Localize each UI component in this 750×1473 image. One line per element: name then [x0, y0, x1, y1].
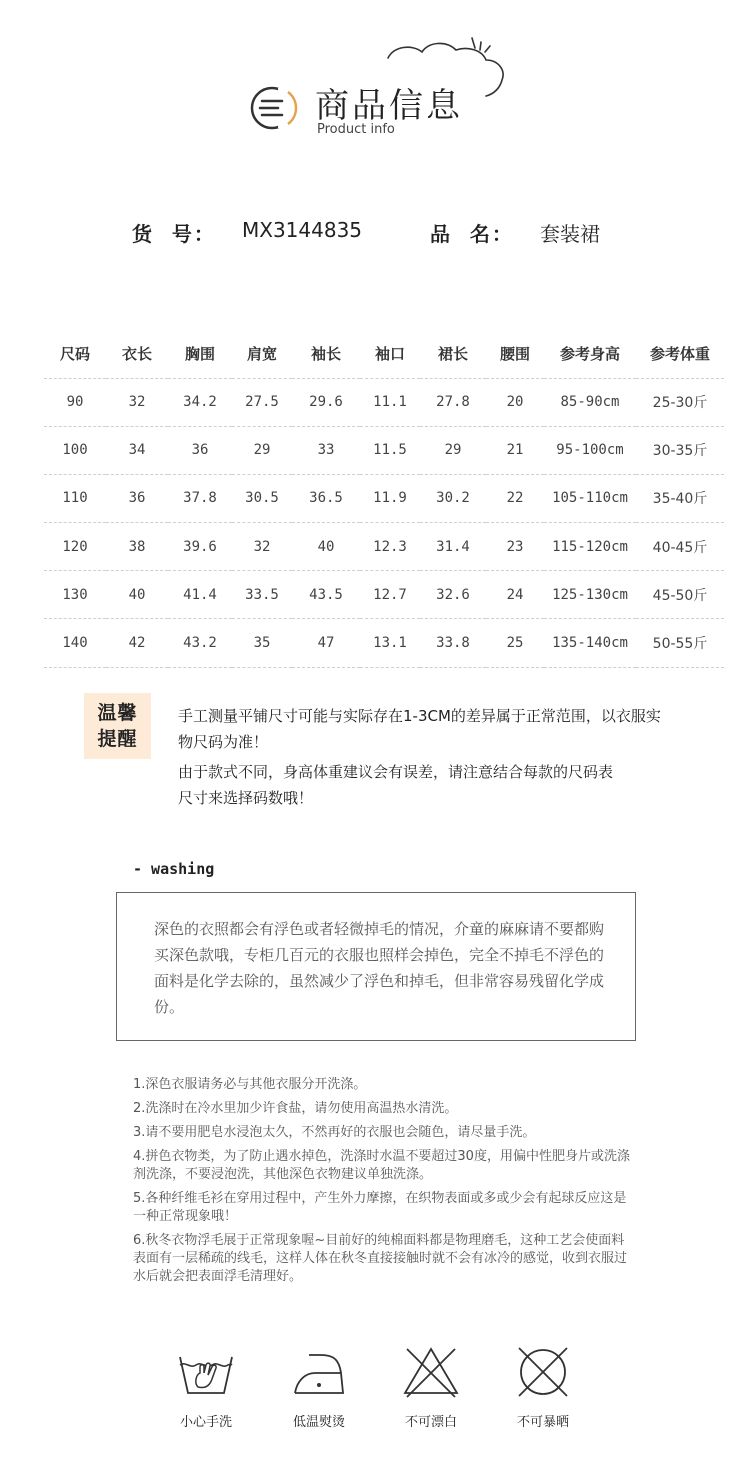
- column-header: 尺码: [44, 330, 106, 378]
- product-code-label: 货 号：: [132, 222, 216, 246]
- table-cell: 36.5: [292, 474, 360, 522]
- table-cell: 39.6: [168, 523, 232, 571]
- table-cell: 41.4: [168, 571, 232, 619]
- care-label: 小心手洗: [179, 1415, 232, 1430]
- table-cell: 31.4: [420, 523, 486, 571]
- care-label: 不可暴晒: [516, 1415, 569, 1430]
- table-cell: 33: [292, 426, 360, 474]
- table-cell: 85-90cm: [544, 378, 636, 426]
- table-cell: 25: [486, 619, 544, 667]
- table-cell: 11.9: [360, 474, 420, 522]
- product-code-value: MX3144835: [242, 218, 363, 242]
- table-cell: 45-50斤: [636, 571, 724, 619]
- no-bleach-icon: [401, 1343, 461, 1399]
- table-cell: 12.7: [360, 571, 420, 619]
- table-cell: 25-30斤: [636, 378, 724, 426]
- column-header: 衣长: [106, 330, 168, 378]
- column-header: 袖长: [292, 330, 360, 378]
- notice-paragraph: 由于款式不同，身高体重建议会有误差，请注意结合每款的尺码表尺寸来选择码数哦！: [178, 763, 614, 807]
- table-cell: 32.6: [420, 571, 486, 619]
- table-cell: 40-45斤: [636, 523, 724, 571]
- table-cell: 37.8: [168, 474, 232, 522]
- column-header: 腰围: [486, 330, 544, 378]
- table-cell: 12.3: [360, 523, 420, 571]
- table-cell: 21: [486, 426, 544, 474]
- column-header: 参考体重: [636, 330, 724, 378]
- table-cell: 32: [106, 378, 168, 426]
- table-cell: 24: [486, 571, 544, 619]
- table-cell: 20: [486, 378, 544, 426]
- care-item-low-iron: [279, 1343, 359, 1430]
- table-cell: 105-110cm: [544, 474, 636, 522]
- washing-heading: - washing: [133, 860, 215, 878]
- table-cell: 34.2: [168, 378, 232, 426]
- care-item-no-bleach: [391, 1343, 471, 1430]
- table-cell: 30.5: [232, 474, 292, 522]
- menu-circle-icon: [248, 84, 300, 132]
- column-header: 裙长: [420, 330, 486, 378]
- table-cell: 36: [106, 474, 168, 522]
- table-cell: 50-55斤: [636, 619, 724, 667]
- column-header: 袖口: [360, 330, 420, 378]
- table-row: [44, 426, 724, 474]
- table-cell: 43.5: [292, 571, 360, 619]
- table-cell: 35: [232, 619, 292, 667]
- table-cell: 23: [486, 523, 544, 571]
- list-item: 5.各种纤维毛衫在穿用过程中，产生外力摩擦，在织物表面或多或少会有起球反应这是一种正常现象哦！: [133, 1191, 627, 1224]
- list-item: 4.拼色衣物类，为了防止遇水掉色，洗涤时水温不要超过30度，用偏中性肥身片或洗涤剂洗涤，不要浸泡洗，其他深色衣物建议单独洗涤。: [133, 1149, 630, 1182]
- washing-rules-list: [133, 1076, 633, 1292]
- page-subtitle: Product info: [317, 122, 395, 137]
- list-item: 6.秋冬衣物浮毛展于正常现象喔~目前好的纯棉面料都是物理磨毛，这种工艺会使面料表面有一层稀疏的线毛，这样人体在秋冬直接接触时就不会有冰冷的感觉，收到衣服过水后就会把表面浮毛清理好。: [133, 1233, 628, 1284]
- table-row: [44, 619, 724, 667]
- table-cell: 42: [106, 619, 168, 667]
- table-cell: 29: [232, 426, 292, 474]
- care-item-no-tumble-dry: [503, 1343, 583, 1430]
- size-table: [44, 330, 724, 668]
- table-cell: 27.5: [232, 378, 292, 426]
- list-item: 3.请不要用肥皂水浸泡太久，不然再好的衣服也会随色，请尽量手洗。: [133, 1125, 536, 1140]
- table-cell: 90: [44, 378, 106, 426]
- table-row: [44, 474, 724, 522]
- table-cell: 135-140cm: [544, 619, 636, 667]
- table-cell: 36: [168, 426, 232, 474]
- notice-badge-line: 温馨: [97, 702, 138, 724]
- table-cell: 35-40斤: [636, 474, 724, 522]
- table-cell: 22: [486, 474, 544, 522]
- column-header: 参考身高: [544, 330, 636, 378]
- notice-badge: [84, 693, 151, 759]
- list-item: 1.深色衣服请务必与其他衣服分开洗涤。: [133, 1077, 367, 1092]
- table-cell: 29.6: [292, 378, 360, 426]
- table-cell: 13.1: [360, 619, 420, 667]
- section-header: [0, 0, 750, 160]
- column-header: 胸围: [168, 330, 232, 378]
- care-item-hand-wash: [166, 1343, 246, 1430]
- table-cell: 140: [44, 619, 106, 667]
- notice-paragraph: 手工测量平铺尺寸可能与实际存在1-3CM的差异属于正常范围，以衣服实物尺码为准！: [178, 707, 661, 751]
- table-header-row: [44, 330, 724, 378]
- table-cell: 30-35斤: [636, 426, 724, 474]
- table-cell: 33.5: [232, 571, 292, 619]
- table-cell: 100: [44, 426, 106, 474]
- table-row: [44, 378, 724, 426]
- table-cell: 40: [106, 571, 168, 619]
- table-cell: 34: [106, 426, 168, 474]
- washing-note-box: [116, 892, 636, 1041]
- product-info-row: [0, 218, 750, 248]
- table-row: [44, 571, 724, 619]
- table-cell: 115-120cm: [544, 523, 636, 571]
- product-name-value: 套装裙: [540, 222, 600, 246]
- table-cell: 47: [292, 619, 360, 667]
- washing-note-text: 深色的衣照都会有浮色或者轻微掉毛的情况，介童的麻麻请不要都购买深色款哦，专柜几百元的衣服也照样会掉色，完全不掉毛不浮色的面料是化学去除的，虽然减少了浮色和掉毛，但非常容易残留化学成份。: [154, 920, 605, 1016]
- table-cell: 38: [106, 523, 168, 571]
- care-label: 低温熨烫: [292, 1415, 345, 1430]
- table-row: [44, 523, 724, 571]
- notice-badge-line: 提醒: [97, 728, 138, 750]
- table-cell: 120: [44, 523, 106, 571]
- product-name-label: 品 名：: [430, 222, 514, 246]
- table-cell: 29: [420, 426, 486, 474]
- no-tumble-dry-icon: [513, 1343, 573, 1399]
- care-label: 不可漂白: [404, 1415, 457, 1430]
- table-cell: 30.2: [420, 474, 486, 522]
- table-cell: 110: [44, 474, 106, 522]
- table-cell: 130: [44, 571, 106, 619]
- low-iron-icon: [289, 1343, 349, 1399]
- table-cell: 32: [232, 523, 292, 571]
- table-cell: 27.8: [420, 378, 486, 426]
- table-cell: 125-130cm: [544, 571, 636, 619]
- table-cell: 11.1: [360, 378, 420, 426]
- hand-wash-icon: [176, 1343, 236, 1399]
- list-item: 2.洗涤时在冷水里加少许食盐，请勿使用高温热水清洗。: [133, 1101, 458, 1116]
- table-cell: 43.2: [168, 619, 232, 667]
- page-title: 商品信息: [315, 86, 463, 126]
- table-cell: 11.5: [360, 426, 420, 474]
- table-cell: 40: [292, 523, 360, 571]
- column-header: 肩宽: [232, 330, 292, 378]
- table-cell: 95-100cm: [544, 426, 636, 474]
- table-cell: 33.8: [420, 619, 486, 667]
